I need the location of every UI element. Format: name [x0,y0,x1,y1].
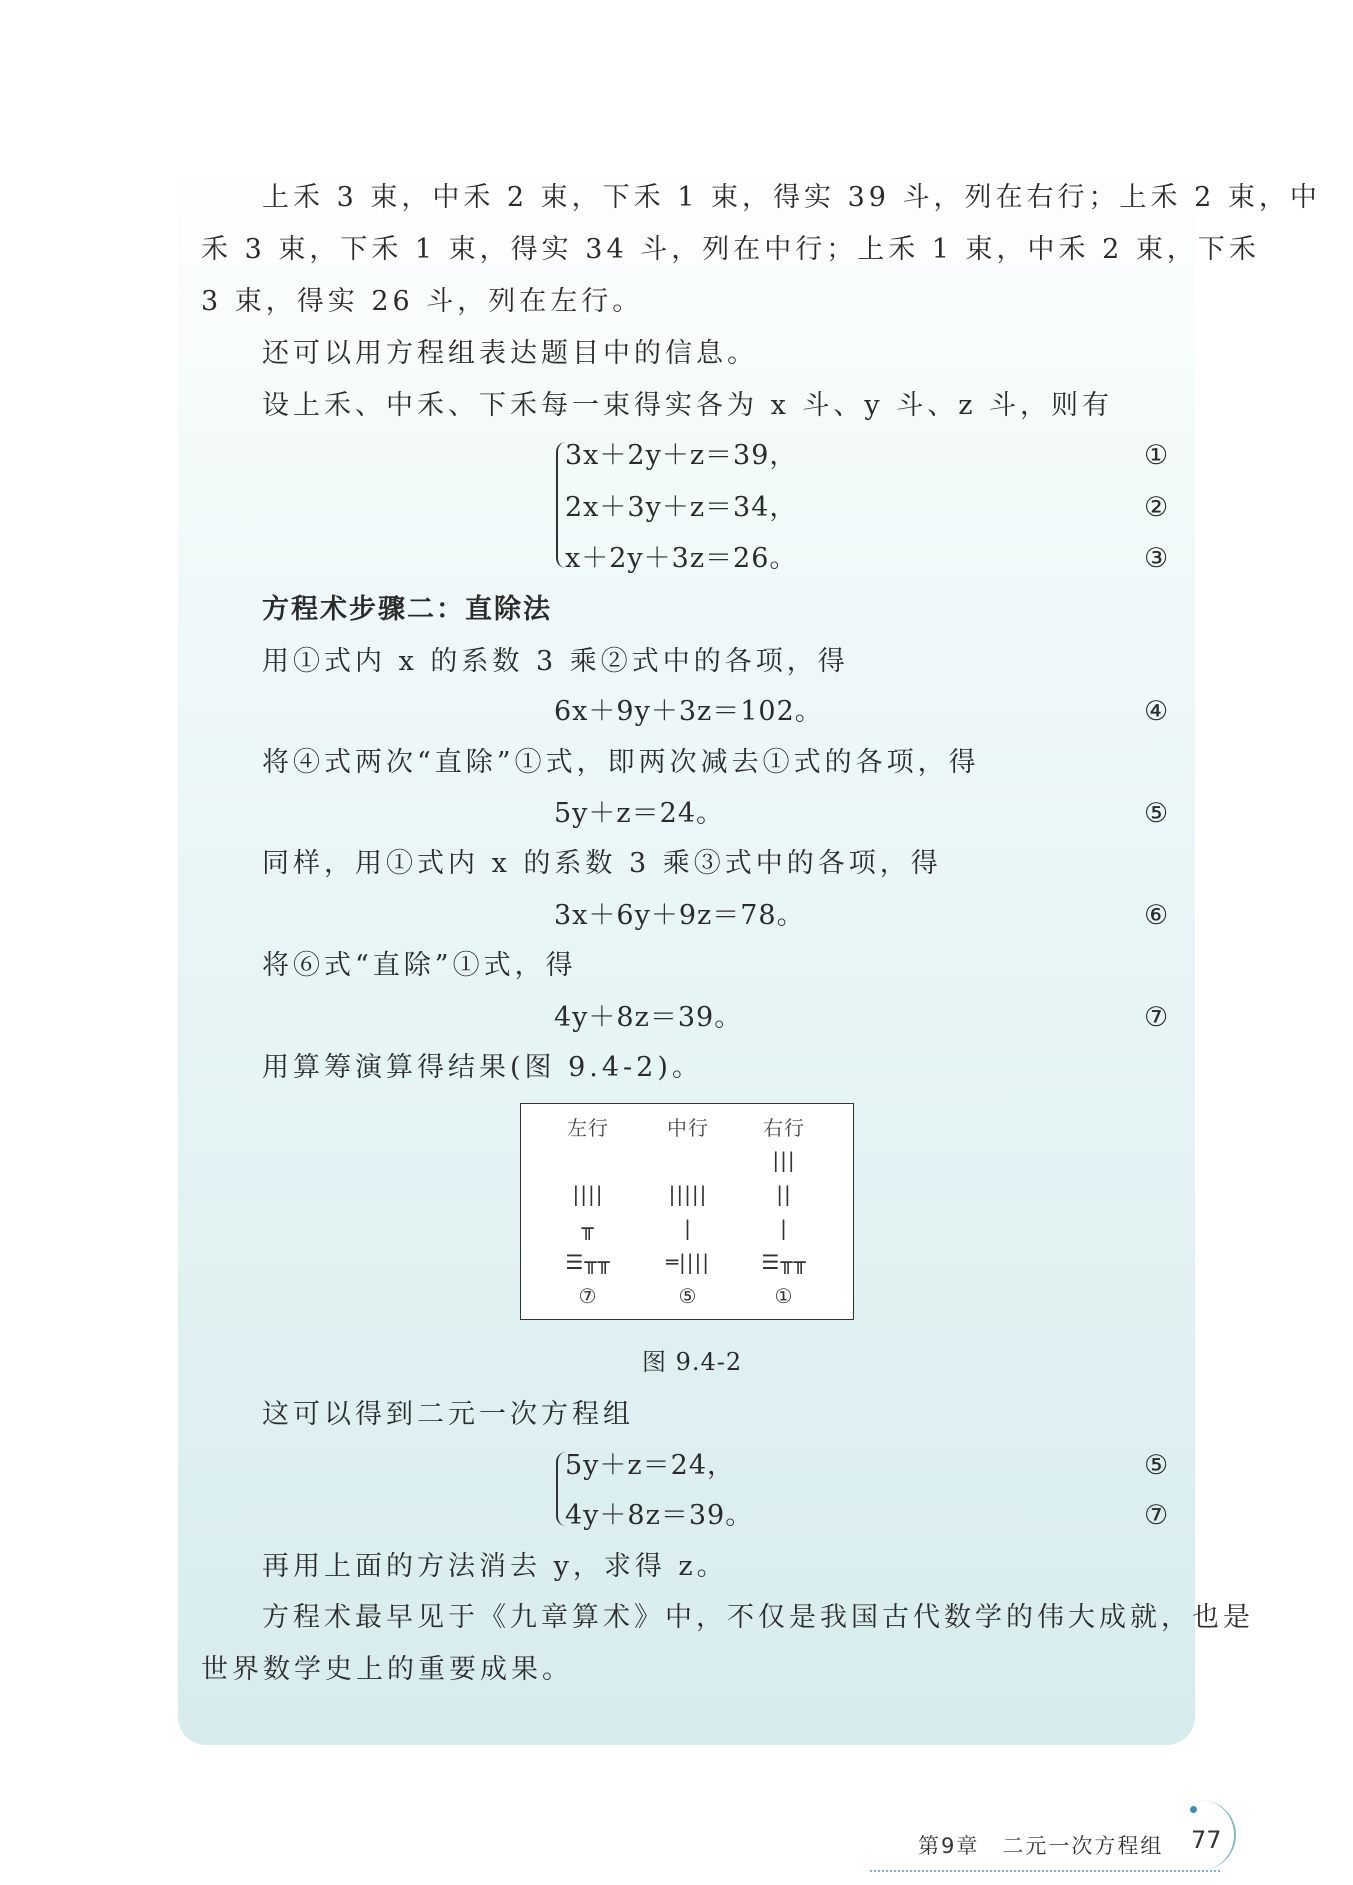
equation-3: x＋2y＋3z＝26。 [565,543,798,574]
rod-cell: ||||| [668,1182,708,1206]
rod-cell: | [780,1216,788,1240]
equation-number: ② [1144,492,1169,523]
equation-4: 6x＋9y＋3z＝102。 [554,696,823,727]
equation-1: 3x＋2y＋z＝39， [565,440,798,471]
paragraph: 还可以用方程组表达题目中的信息。 [262,338,758,369]
counting-rods-figure [520,1103,854,1320]
system-equation-2: 4y＋8z＝39。 [565,1500,754,1531]
chapter-title: 第9章 二元一次方程组 [918,1834,1164,1858]
rod-cell: || [776,1182,792,1206]
rod-cell: ═|||| [666,1250,710,1274]
page-number: 77 [1191,1826,1222,1854]
paragraph: 用算筹演算得结果(图 9.4-2)。 [262,1052,703,1083]
equation-number: ⑦ [1144,1500,1169,1531]
paragraph: 设上禾、中禾、下禾每一束得实各为 x 斗、y 斗、z 斗，则有 [262,390,1114,421]
rod-cell: ||| [772,1148,796,1172]
footer-dot [1190,1806,1197,1813]
paragraph-line: 上禾 3 束，中禾 2 束，下禾 1 束，得实 39 斗，列在右行；上禾 2 束，中 [262,182,1321,213]
paragraph-line: 3 束，得实 26 斗，列在左行。 [201,286,644,317]
paragraph-line: 世界数学史上的重要成果。 [201,1654,573,1685]
paragraph: 再用上面的方法消去 y，求得 z。 [262,1551,728,1582]
column-header-right: 右行 [763,1116,805,1140]
figure-caption: 图 9.4-2 [642,1348,743,1376]
rod-cell: ☰╥╥ [565,1250,611,1274]
equation-7: 4y＋8z＝39。 [554,1002,743,1033]
paragraph: 这可以得到二元一次方程组 [262,1399,634,1430]
system-equation-1: 5y＋z＝24， [565,1450,736,1481]
equation-5: 5y＋z＝24。 [554,798,725,829]
section-heading: 方程术步骤二：直除法 [262,594,552,625]
paragraph: 同样，用①式内 x 的系数 3 乘③式中的各项，得 [262,848,942,879]
rod-cell: ╥ [581,1216,595,1240]
paragraph: 将④式两次“直除”①式，即两次减去①式的各项，得 [262,747,980,778]
column-header-left: 左行 [567,1116,609,1140]
equation-6: 3x＋6y＋9z＝78。 [554,900,805,931]
paragraph: 用①式内 x 的系数 3 乘②式中的各项，得 [262,646,849,677]
equation-number: ① [1144,440,1169,471]
equation-number: ⑤ [1144,798,1169,829]
rod-cell: | [684,1216,692,1240]
equation-number: ③ [1144,543,1169,574]
paragraph-line: 方程术最早见于《九章算术》中，不仅是我国古代数学的伟大成就，也是 [262,1602,1254,1633]
rod-cell: ⑤ [678,1284,698,1308]
rod-cell: ☰╥╥ [761,1250,807,1274]
equation-number: ⑥ [1144,900,1169,931]
equation-number: ⑦ [1144,1002,1169,1033]
rod-cell: ⑦ [578,1284,598,1308]
paragraph: 将⑥式“直除”①式，得 [262,950,577,981]
column-header-middle: 中行 [667,1116,709,1140]
rod-cell: ① [774,1284,794,1308]
equation-2: 2x＋3y＋z＝34， [565,492,798,523]
equation-number: ⑤ [1144,1450,1169,1481]
footer-divider [870,1870,1220,1872]
paragraph-line: 禾 3 束，下禾 1 束，得实 34 斗，列在中行；上禾 1 束，中禾 2 束，下禾 [201,234,1260,265]
rod-cell: |||| [572,1182,604,1206]
equation-number: ④ [1144,696,1169,727]
